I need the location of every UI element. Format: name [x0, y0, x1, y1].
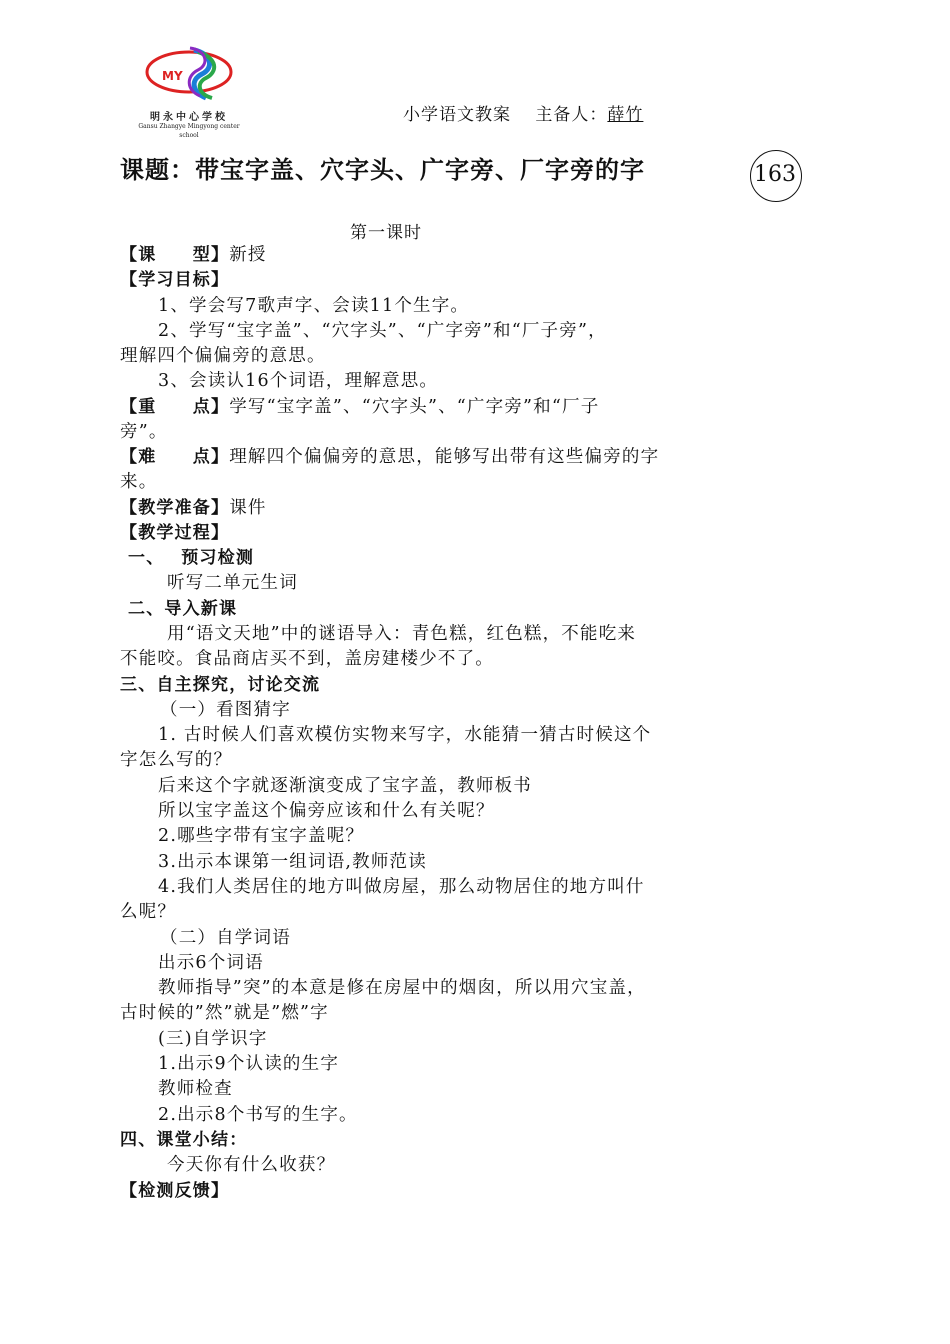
line-key-points: 【重 点】学写“宝字盖”、“穴字头”、“广字旁”和“厂子: [120, 397, 600, 417]
line-riddle: 用“语文天地”中的谜语导入：青色糕，红色糕，不能吃来: [167, 624, 637, 644]
line-teacher-check: 教师检查: [158, 1079, 233, 1099]
line-item-4: 4.我们人类居住的地方叫做房屋，那么动物居住的地方叫什: [158, 877, 645, 897]
page-number-text: 163: [754, 162, 796, 187]
header-subject: 小学语文教案: [403, 105, 511, 125]
line-difficulties-cont: 来。: [120, 472, 158, 492]
line-read-chars: 1.出示9个认读的生字: [158, 1054, 340, 1074]
logo-caption-cn: 明永中心学校: [150, 112, 228, 123]
header: [403, 100, 643, 125]
line-key-points-cont: 旁”。: [120, 422, 168, 442]
line-show-words: 出示6个词语: [158, 953, 264, 973]
header-preparer-label: 主备人：: [535, 105, 608, 125]
page-title: 课题：带宝字盖、穴字头、广字旁、厂字旁的字: [120, 156, 645, 184]
line-teacher-guide: 教师指导”突”的本意是修在房屋中的烟囱，所以用穴宝盖，: [158, 978, 646, 998]
line-process-heading: 【教学过程】: [120, 523, 230, 543]
section-2-heading: 二、导入新课: [128, 599, 238, 619]
section-1-heading: 一、 预习检测: [128, 548, 255, 568]
line-preparation: 【教学准备】课件: [120, 498, 267, 518]
subsection-3-heading: (三)自学识字: [158, 1029, 268, 1049]
line-dictation: 听写二单元生词: [167, 573, 298, 593]
line-teacher-guide-cont: 古时候的”然”就是”燃”字: [120, 1003, 329, 1023]
feedback-heading: 【检测反馈】: [120, 1181, 230, 1201]
section-4-heading: 四、课堂小结：: [120, 1130, 248, 1150]
line-radical-question: 所以宝字盖这个偏旁应该和什么有关呢？: [158, 801, 495, 821]
logo-emblem: [132, 42, 246, 117]
line-summary-question: 今天你有什么收获？: [167, 1155, 336, 1175]
line-item-4-cont: 么呢？: [120, 902, 177, 922]
line-objective-1: 1、学会写7歌声字、会读11个生字。: [158, 296, 470, 316]
line-objectives-heading: 【学习目标】: [120, 270, 230, 290]
line-write-chars: 2.出示8个书写的生字。: [158, 1105, 358, 1125]
header-preparer-name: 薛竹: [607, 105, 644, 125]
subsection-2-heading: （二）自学词语: [160, 928, 291, 948]
line-course-type: 【课 型】新授: [120, 245, 267, 265]
line-item-1: 1. 古时候人们喜欢模仿实物来写字，水能猜一猜古时候这个: [158, 725, 652, 745]
line-item-1-cont: 字怎么写的？: [120, 750, 233, 770]
line-item-3: 3.出示本课第一组词语,教师范读: [158, 852, 427, 872]
line-item-2: 2.哪些字带有宝字盖呢？: [158, 826, 365, 846]
line-difficulties: 【难 点】理解四个偏偏旁的意思，能够写出带有这些偏旁的字: [120, 447, 660, 467]
section-3-heading: 三、自主探究，讨论交流: [120, 675, 321, 695]
line-objective-2: 2、学写“宝字盖”、“穴字头”、“广字旁”和“厂子旁”，: [158, 321, 607, 341]
line-riddle-cont: 不能咬。食品商店买不到，盖房建楼少不了。: [120, 649, 494, 669]
logo-caption: [132, 113, 246, 140]
line-evolution: 后来这个字就逐渐演变成了宝字盖，教师板书: [158, 776, 532, 796]
logo-caption-en: Gansu Zhangye Mingyong center school: [138, 123, 240, 139]
line-objective-3: 3、会读认16个词语，理解意思。: [158, 371, 439, 391]
subsection-1-heading: （一）看图猜字: [160, 700, 291, 720]
lesson-label: 第一课时: [350, 223, 422, 243]
line-objective-2-cont: 理解四个偏偏旁的意思。: [120, 346, 326, 366]
logo-mark: MY: [162, 69, 183, 83]
